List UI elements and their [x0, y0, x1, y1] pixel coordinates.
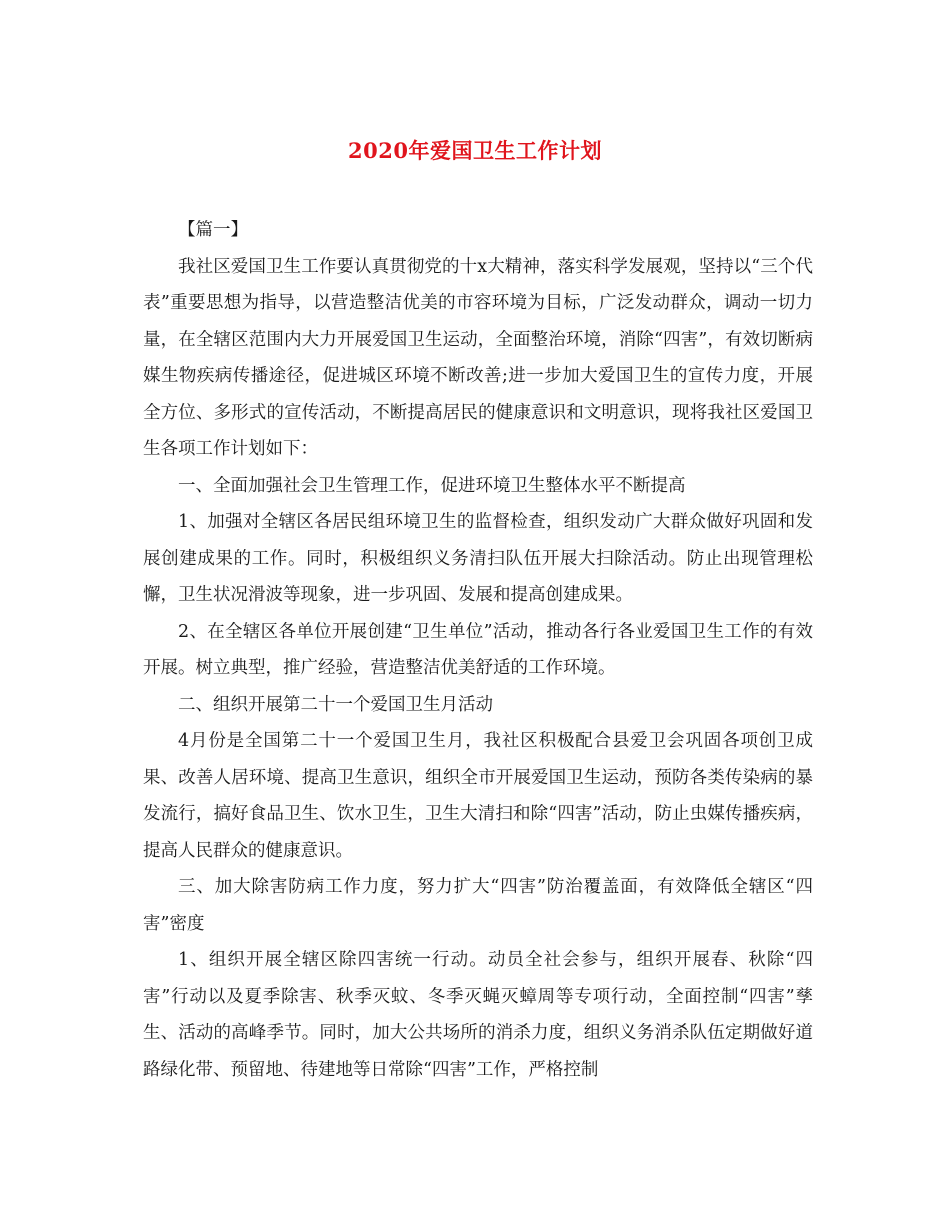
body-paragraph: 4月份是全国第二十一个爱国卫生月，我社区积极配合县爱卫会巩固各项创卫成果、改善人居环境、提高卫生意识，组织全市开展爱国卫生运动，预防各类传染病的暴发流行，搞好食品卫生、饮水卫生，卫生大清扫和除“四害”活动，防止虫媒传播疾病，提高人民群众的健康意识。 [143, 731, 813, 861]
section-heading-1: 一、全面加强社会卫生管理工作，促进环境卫生整体水平不断提高 [178, 475, 686, 496]
section-heading-3: 三、加大除害防病工作力度，努力扩大“四害”防治覆盖面，有效降低全辖区“四害”密度 [143, 877, 813, 934]
body-paragraph: 2、在全辖区各单位开展创建“卫生单位”活动，推动各行各业爱国卫生工作的有效开展。树立典型，推广经验，营造整洁优美舒适的工作环境。 [143, 621, 813, 678]
intro-paragraph: 我社区爱国卫生工作要认真贯彻党的十x大精神，落实科学发展观，坚持以“三个代表”重要思想为指导，以营造整洁优美的市容环境为目标，广泛发动群众，调动一切力量，在全辖区范围内大力开展爱国卫生运动，全面整治环境，消除“四害”，有效切断病媒生物疾病传播途径，促进城区环境不断改善;进一步加大爱国卫生的宣传力度，开展全方位、多形式的宣传活动，不断提高居民的健康意识和文明意识，现将我社区爱国卫生各项工作计划如下： [143, 256, 813, 459]
section-marker: 【篇一】 [178, 220, 248, 240]
body-paragraph: 1、加强对全辖区各居民组环境卫生的监督检查，组织发动广大群众做好巩固和发展创建成果的工作。同时，积极组织义务清扫队伍开展大扫除活动。防止出现管理松懈，卫生状况滑波等现象，进一步巩固、发展和提高创建成果。 [143, 512, 813, 605]
body-paragraph: 1、组织开展全辖区除四害统一行动。动员全社会参与，组织开展春、秋除“四害”行动以及夏季除害、秋季灭蚊、冬季灭蝇灭蟑周等专项行动，全面控制“四害”孳生、活动的高峰季节。同时，加大公共场所的消杀力度，组织义务消杀队伍定期做好道路绿化带、预留地、待建地等日常除“四害”工作，严格控制 [143, 950, 813, 1080]
document-title: 2020年爱国卫生工作计划 [348, 138, 602, 163]
document-body [143, 212, 813, 1088]
section-heading-2: 二、组织开展第二十一个爱国卫生月活动 [178, 694, 493, 715]
